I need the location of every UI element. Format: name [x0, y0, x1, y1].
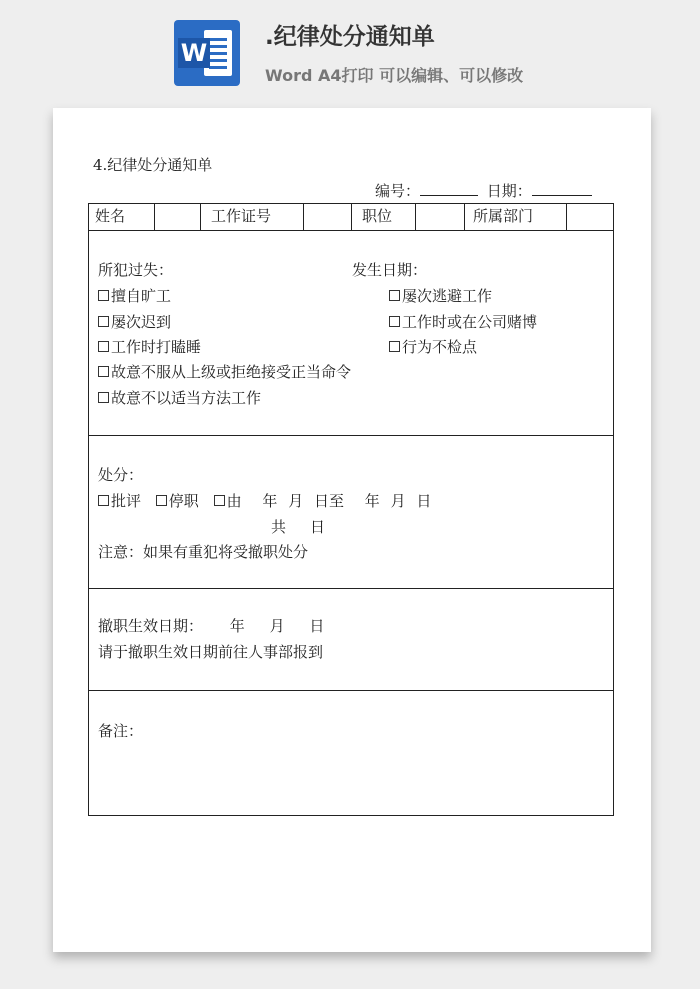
- option-sleeping[interactable]: 工作时打瞌睡: [98, 336, 201, 357]
- checkbox[interactable]: [98, 290, 109, 301]
- department-value[interactable]: [567, 204, 613, 230]
- option-gambling[interactable]: 工作时或在公司赌博: [389, 311, 537, 332]
- penalty-section: [89, 436, 613, 589]
- dismissal-date: 撤职生效日期： 年 月 日: [98, 617, 325, 635]
- document-page: [53, 108, 651, 952]
- remarks-label: 备注：: [98, 722, 144, 740]
- option-improper-method[interactable]: 故意不以适当方法工作: [98, 387, 261, 408]
- misconduct-section: [89, 231, 613, 436]
- option-late[interactable]: 屡次迟到: [98, 311, 171, 332]
- checkbox[interactable]: [98, 341, 109, 352]
- penalty-note: 注意：如果有重犯将受撤职处分: [98, 543, 309, 561]
- opt-suspend[interactable]: 停职: [156, 492, 199, 510]
- dismissal-instruction: 请于撤职生效日期前往人事部报到: [98, 643, 324, 661]
- info-header-row: [89, 204, 613, 231]
- number-label: 编号：: [375, 182, 421, 200]
- checkbox[interactable]: [389, 341, 400, 352]
- opt-from[interactable]: 由: [214, 492, 242, 510]
- work-id-value[interactable]: [304, 204, 352, 230]
- banner: [0, 0, 700, 105]
- checkbox[interactable]: [156, 495, 167, 506]
- position-value[interactable]: [416, 204, 465, 230]
- name-value[interactable]: [155, 204, 201, 230]
- document-subtitle: Word A4打印 可以编辑、可以修改: [265, 66, 524, 85]
- word-letter: W: [178, 38, 210, 68]
- position-label: 职位: [352, 204, 416, 230]
- document-title: .纪律处分通知单: [265, 24, 435, 50]
- occur-date-label: 发生日期：: [352, 261, 428, 279]
- misconduct-label: 所犯过失：: [98, 261, 174, 279]
- name-label: 姓名: [89, 204, 155, 230]
- remarks-section[interactable]: [89, 691, 613, 815]
- option-avoid-work[interactable]: 屡次逃避工作: [389, 285, 492, 306]
- opt-criticize[interactable]: 批评: [98, 492, 141, 510]
- meta-row: [375, 180, 596, 201]
- date-field[interactable]: [532, 181, 592, 196]
- word-doc-icon: [174, 20, 240, 86]
- penalty-label: 处分：: [98, 466, 144, 484]
- work-id-label: 工作证号: [201, 204, 304, 230]
- checkbox[interactable]: [389, 290, 400, 301]
- checkbox[interactable]: [98, 392, 109, 403]
- option-absent[interactable]: 擅自旷工: [98, 285, 171, 306]
- number-field[interactable]: [420, 181, 478, 196]
- checkbox[interactable]: [214, 495, 225, 506]
- date-label: 日期：: [486, 182, 532, 200]
- notice-form: [88, 203, 614, 816]
- checkbox[interactable]: [98, 316, 109, 327]
- penalty-options: 批评 停职 由 年 月 日至 年 月 日: [98, 490, 431, 511]
- checkbox[interactable]: [98, 495, 109, 506]
- department-label: 所属部门: [465, 204, 567, 230]
- option-misbehavior[interactable]: 行为不检点: [389, 336, 477, 357]
- checkbox[interactable]: [389, 316, 400, 327]
- checkbox[interactable]: [98, 366, 109, 377]
- penalty-total: 共 日: [271, 518, 326, 536]
- dismissal-section: [89, 589, 613, 691]
- form-heading: 4.纪律处分通知单: [93, 156, 213, 174]
- option-disobey[interactable]: 故意不服从上级或拒绝接受正当命令: [98, 361, 351, 382]
